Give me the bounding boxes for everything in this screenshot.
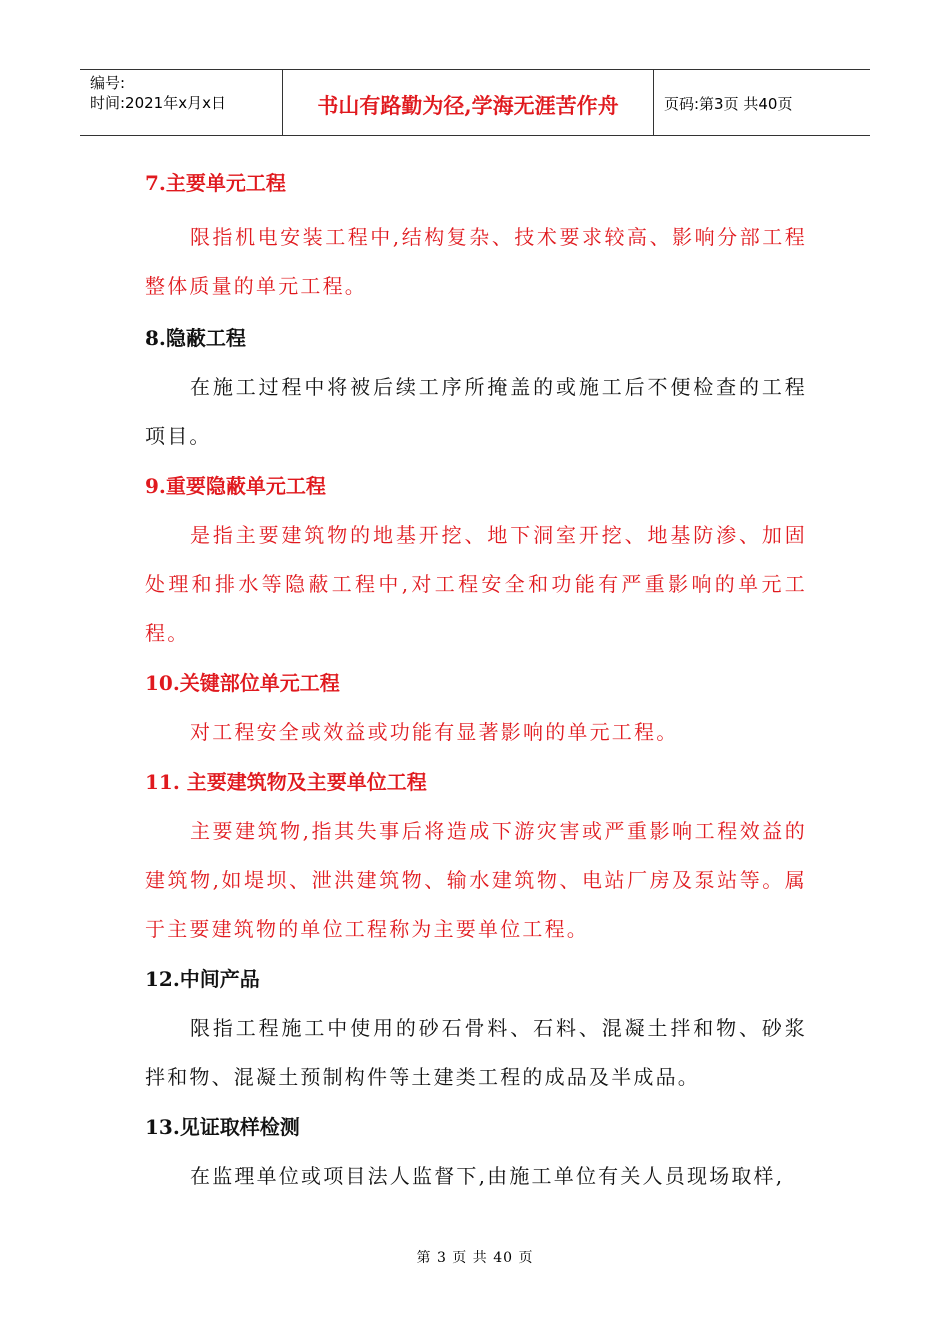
section bbox=[145, 767, 807, 954]
section-heading: 9.重要隐蔽单元工程 bbox=[145, 474, 326, 498]
header-meta bbox=[80, 70, 282, 135]
section-body: 是指主要建筑物的地基开挖、地下洞室开挖、地基防渗、加固处理和排水等隐蔽工程中,对工程安全和功能有严重影响的单元工程。 bbox=[145, 523, 807, 645]
section-heading: 7.主要单元工程 bbox=[145, 171, 286, 195]
section-body: 限指工程施工中使用的砂石骨料、石料、混凝土拌和物、砂浆拌和物、混凝土预制构件等土建类工程的成品及半成品。 bbox=[145, 1016, 807, 1089]
header-page-label: 页码:第3页 共40页 bbox=[664, 95, 793, 113]
section-heading: 12.中间产品 bbox=[145, 967, 260, 991]
section-heading: 10.关键部位单元工程 bbox=[145, 671, 340, 695]
section-body: 主要建筑物,指其失事后将造成下游灾害或严重影响工程效益的建筑物,如堤坝、泄洪建筑物、输水建筑物、电站厂房及泵站等。属于主要建筑物的单位工程称为主要单位工程。 bbox=[145, 819, 807, 941]
section-body: 限指机电安装工程中,结构复杂、技术要求较高、影响分部工程整体质量的单元工程。 bbox=[145, 225, 807, 298]
section-heading: 11. 主要建筑物及主要单位工程 bbox=[145, 770, 427, 794]
section-heading: 8.隐蔽工程 bbox=[145, 326, 246, 350]
section-body: 在监理单位或项目法人监督下,由施工单位有关人员现场取样, bbox=[190, 1164, 785, 1188]
document-number-label: 编号: bbox=[90, 74, 126, 92]
section bbox=[145, 471, 807, 658]
section bbox=[145, 168, 807, 311]
header-table bbox=[80, 69, 870, 136]
document-time-label: 时间:2021年x月x日 bbox=[90, 94, 226, 112]
section bbox=[145, 1112, 807, 1201]
section bbox=[145, 964, 807, 1102]
document-body bbox=[145, 168, 807, 1201]
section bbox=[145, 323, 807, 461]
section-body: 在施工过程中将被后续工序所掩盖的或施工后不便检查的工程项目。 bbox=[145, 375, 807, 448]
page-footer: 第 3 页 共 40 页 bbox=[416, 1250, 534, 1266]
section bbox=[145, 668, 807, 757]
section-heading: 13.见证取样检测 bbox=[145, 1115, 300, 1139]
section-body: 对工程安全或效益或功能有显著影响的单元工程。 bbox=[190, 720, 679, 744]
header-motto: 书山有路勤为径,学海无涯苦作舟 bbox=[282, 70, 654, 135]
